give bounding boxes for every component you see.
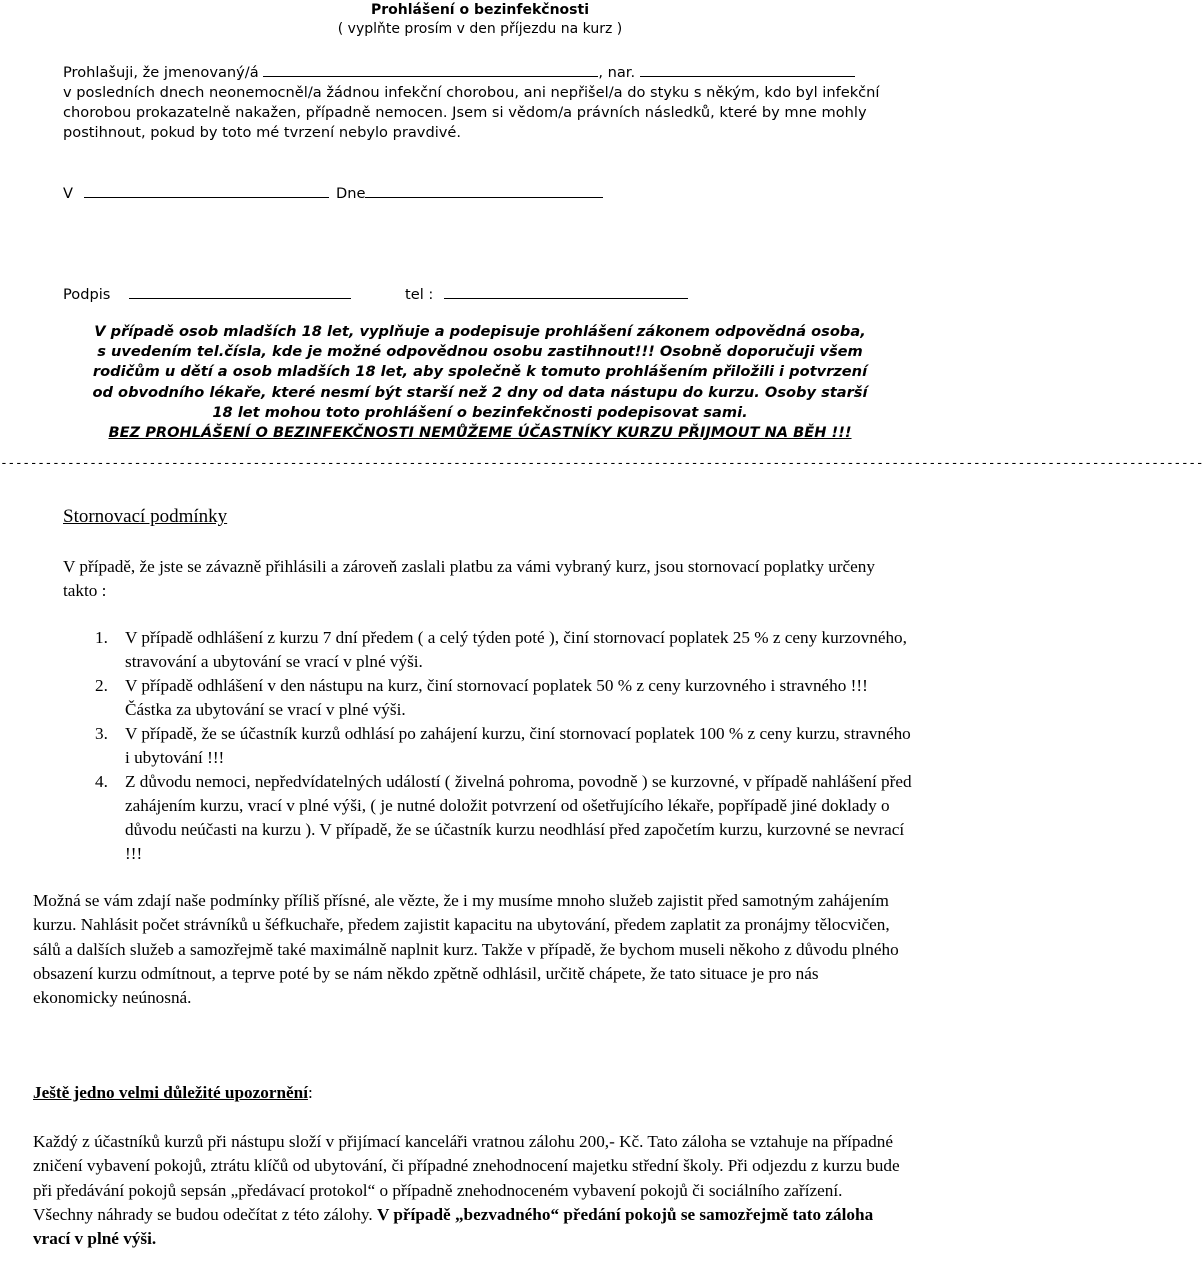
storno-closing-paragraph: Možná se vám zdají naše podmínky příliš přísné, ale vězte, že i my musíme mnoho služeb zajistit před samotným zahájením kurzu. Nahlásit počet strávníků u šéfkuchaře, předem zajistit kapacitu na ubytování, předem zaplatit za pronájmy tělocvičen, sálů a dalších služeb a samozřejmě také maximálně naplnit kurz. Takže v případě, že bychom museli někoho z důvodu plného obsazení kurzu odmítnout, a teprve poté by se nám někdo zpětně odhlásil, určitě chápete, že tato situace je pro nás ekonomicky neúnosná. xyxy=(33,891,899,1008)
phone-field[interactable] xyxy=(444,284,688,299)
storno-heading: Stornovací podmínky xyxy=(63,506,228,527)
name-field[interactable] xyxy=(263,62,598,77)
list-item: 1. V případě odhlášení z kurzu 7 dní předem ( a celý týden poté ), činí stornovací poplatek 25 % z ceny kurzovného, stravování a ubytování se vrací v plné výši. xyxy=(95,628,907,671)
signature-row xyxy=(63,284,351,305)
minor-note-line: s uvedením tel.čísla, kde je možné odpovědnou osobu zastihnout!!! Osobně doporučuji všem xyxy=(97,343,863,361)
signature-field[interactable] xyxy=(129,284,351,299)
list-item: 2. V případě odhlášení v den nástupu na kurz, činí stornovací poplatek 50 % z ceny kurzovného i stravného !!! Částka za ubytování se vrací v plné výši. xyxy=(95,676,868,719)
important-heading: Ještě jedno velmi důležité upozornění: xyxy=(33,1083,313,1102)
declaration-text xyxy=(63,62,903,143)
signature-label: Podpis xyxy=(63,286,111,303)
minor-note-line: rodičům u dětí a osob mladších 18 let, aby společně k tomuto prohlášením přiložili i potvrzení xyxy=(92,363,868,381)
form-title: Prohlášení o bezinfekčnosti xyxy=(371,2,589,18)
place-field[interactable] xyxy=(84,183,329,198)
list-item: 3. V případě, že se účastník kurzů odhlásí po zahájení kurzu, činí stornovací poplatek 100 % z ceny kurzu, stravného i ubytování !!! xyxy=(95,724,911,767)
date-label: Dne xyxy=(336,185,366,202)
birth-label: , nar. xyxy=(598,64,636,81)
place-row xyxy=(63,183,329,204)
list-item: 4. Z důvodu nemoci, nepředvídatelných událostí ( živelná pohroma, povodně ) se kurzovné, v případě nahlášení před zahájením kurzu, vrací v plné výši, ( je nutné doložit potvrzení od ošetřujícího lékaře, popřípadě jiné doklady o důvodu neúčasti na kurzu ). V případě, že se účastník kurzu neodhlásí před započetím kurzu, kurzovné se nevrací !!! xyxy=(95,772,912,863)
minor-note xyxy=(70,322,890,443)
cut-line-separator: ------------------------------------------------------------------------------------------------------------------------------------------------------------------ xyxy=(0,456,1203,471)
birth-date-field[interactable] xyxy=(640,62,855,77)
form-subtitle: ( vyplňte prosím v den příjezdu na kurz ) xyxy=(337,21,623,37)
phone-label: tel : xyxy=(405,286,434,303)
deposit-paragraph: Každý z účastníků kurzů při nástupu složí v přijímací kanceláři vratnou zálohu 200,- Kč. Tato záloha se vztahuje na případné zničení vybavení pokojů, ztrátu klíčů od ubytování, či případné znehodnocení majetku střední školy. Při odjezdu z kurzu bude při předávání pokojů sepsán „předávací protokol“ o případně znehodnoceném vybavení pokojů či sociálního zařízení. Všechny náhrady se budou odečítat z této zálohy. V případě „bezvadného“ předání pokojů se samozřejmě tato záloha vrací v plné výši. xyxy=(33,1132,900,1249)
storno-intro: V případě, že jste se závazně přihlásili a zároveň zaslali platbu za vámi vybraný kurz, jsou stornovací poplatky určeny takto : xyxy=(63,557,875,600)
date-field[interactable] xyxy=(365,183,603,198)
minor-note-line: od obvodního lékaře, které nesmí být starší než 2 dny od data nástupu do kurzu. Osoby starší xyxy=(92,383,868,401)
minor-note-line: 18 let mohou toto prohlášení o bezinfekčnosti podepisovat sami. xyxy=(212,403,748,421)
storno-conditions-list xyxy=(95,626,915,866)
declaration-prefix: Prohlašuji, že jmenovaný/á xyxy=(63,64,259,81)
declaration-body: v posledních dnech neonemocněl/a žádnou infekční chorobou, ani nepřišel/a do styku s někým, kdo byl infekční chorobou prokazatelně nakažen, případně nemocen. Jsem si vědom/a právních následků, které by mne mohly postihnout, pokud by toto mé tvrzení nebylo pravdivé. xyxy=(63,84,880,141)
date-row xyxy=(336,183,603,204)
minor-note-line: V případě osob mladších 18 let, vyplňuje a podepisuje prohlášení zákonem odpovědná osoba, xyxy=(94,323,866,340)
phone-row xyxy=(405,284,688,305)
warning-text: BEZ PROHLÁŠENÍ O BEZINFEKČNOSTI NEMŮŽEME ÚČASTNÍKY KURZU PŘIJMOUT NA BĚH !!! xyxy=(108,424,852,442)
place-label: V xyxy=(63,185,73,202)
